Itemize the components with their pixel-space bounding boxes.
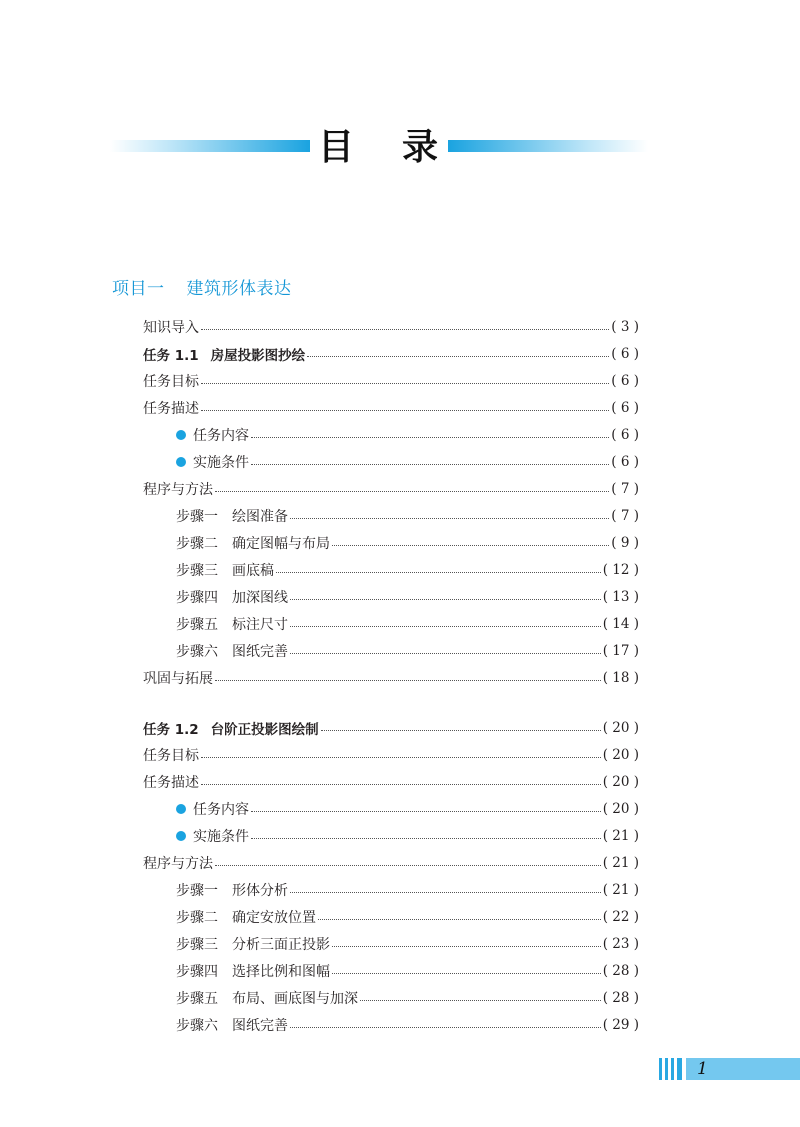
bullet-dot-icon bbox=[176, 831, 186, 841]
toc-entry-label: 任务描述 bbox=[143, 400, 199, 417]
step-number: 步骤二 bbox=[176, 535, 218, 552]
toc-entry-bullet[interactable] bbox=[176, 448, 639, 475]
dot-leader bbox=[215, 865, 601, 866]
tab-stripe bbox=[671, 1058, 674, 1080]
toc-entry-label: 巩固与拓展 bbox=[143, 670, 213, 687]
toc-entry-label: 图纸完善 bbox=[232, 643, 288, 660]
toc-entry-label: 任务内容 bbox=[193, 801, 249, 818]
toc-page-number: ( 13 ) bbox=[602, 588, 639, 605]
dot-leader bbox=[251, 811, 601, 812]
toc-entry-label: 确定图幅与布局 bbox=[232, 535, 330, 552]
dot-leader bbox=[290, 626, 601, 627]
dot-leader bbox=[290, 599, 601, 600]
toc-entry[interactable] bbox=[143, 475, 639, 502]
dot-leader bbox=[251, 464, 609, 465]
toc-page-number: ( 6 ) bbox=[611, 372, 639, 389]
step-number: 步骤二 bbox=[176, 909, 218, 926]
toc-entry-step[interactable] bbox=[176, 984, 639, 1011]
toc-entry-label: 分析三面正投影 bbox=[232, 936, 330, 953]
project-name: 建筑形体表达 bbox=[186, 279, 292, 299]
dot-leader bbox=[201, 329, 609, 330]
bullet-dot-icon bbox=[176, 430, 186, 440]
tab-stripe bbox=[677, 1058, 682, 1080]
task-title: 房屋投影图抄绘 bbox=[210, 347, 306, 364]
toc-page-number: ( 14 ) bbox=[602, 615, 639, 632]
step-number: 步骤三 bbox=[176, 562, 218, 579]
dot-leader bbox=[360, 1000, 601, 1001]
dot-leader bbox=[332, 545, 609, 546]
toc-entry-label: 知识导入 bbox=[143, 319, 199, 336]
step-number: 步骤四 bbox=[176, 963, 218, 980]
toc-entry-step[interactable] bbox=[176, 903, 639, 930]
dot-leader bbox=[290, 518, 609, 519]
page-title-char-2: 录 bbox=[402, 127, 439, 168]
dot-leader bbox=[332, 946, 601, 947]
toc-entry-bullet[interactable] bbox=[176, 795, 639, 822]
toc-entry-step[interactable] bbox=[176, 930, 639, 957]
step-number: 步骤一 bbox=[176, 882, 218, 899]
toc-entry[interactable] bbox=[143, 394, 639, 421]
toc-entry[interactable] bbox=[143, 741, 639, 768]
toc-entry-task[interactable] bbox=[143, 714, 639, 741]
toc-entry-label: 绘图准备 bbox=[232, 508, 288, 525]
project-heading[interactable] bbox=[112, 274, 292, 299]
step-number: 步骤一 bbox=[176, 508, 218, 525]
dot-leader bbox=[321, 730, 601, 731]
toc-entry-label: 任务目标 bbox=[143, 747, 199, 764]
toc-page-number: ( 29 ) bbox=[602, 1016, 639, 1033]
toc-entry-label: 程序与方法 bbox=[143, 481, 213, 498]
toc-entry-step[interactable] bbox=[176, 1011, 639, 1038]
toc-entry-label: 任务目标 bbox=[143, 373, 199, 390]
toc-entry-step[interactable] bbox=[176, 556, 639, 583]
toc-title-banner bbox=[0, 128, 800, 168]
toc-page-number: ( 20 ) bbox=[602, 773, 639, 790]
toc-page-number: ( 20 ) bbox=[602, 719, 639, 736]
dot-leader bbox=[201, 383, 609, 384]
toc-page-number: ( 21 ) bbox=[602, 827, 639, 844]
page-number: 1 bbox=[697, 1059, 708, 1079]
toc-page-number: ( 7 ) bbox=[611, 480, 639, 497]
toc-entry-intro[interactable] bbox=[143, 313, 639, 340]
toc-page-number: ( 20 ) bbox=[602, 746, 639, 763]
toc-page-number: ( 6 ) bbox=[611, 345, 639, 362]
toc-entry-step[interactable] bbox=[176, 876, 639, 903]
toc-page-number: ( 18 ) bbox=[602, 669, 639, 686]
tab-stripe bbox=[659, 1058, 662, 1080]
toc-page-number: ( 12 ) bbox=[602, 561, 639, 578]
toc-entry-label: 图纸完善 bbox=[232, 1017, 288, 1034]
toc-entry-bullet[interactable] bbox=[176, 822, 639, 849]
toc-entry-step[interactable] bbox=[176, 957, 639, 984]
toc-entry-label: 选择比例和图幅 bbox=[232, 963, 330, 980]
toc-page-number: ( 21 ) bbox=[602, 881, 639, 898]
toc-entry-label: 程序与方法 bbox=[143, 855, 213, 872]
dot-leader bbox=[332, 973, 601, 974]
toc-entry[interactable] bbox=[143, 664, 639, 691]
task-number: 任务 1.1 bbox=[143, 347, 199, 364]
dot-leader bbox=[276, 572, 601, 573]
dot-leader bbox=[251, 838, 601, 839]
toc-entry-label: 任务内容 bbox=[193, 427, 249, 444]
toc-entry-bullet[interactable] bbox=[176, 421, 639, 448]
page-number-tab bbox=[0, 1058, 800, 1080]
toc-page-number: ( 20 ) bbox=[602, 800, 639, 817]
dot-leader bbox=[201, 784, 601, 785]
dot-leader bbox=[215, 491, 609, 492]
toc-task-label bbox=[143, 344, 305, 364]
toc-entry-label: 布局、画底图与加深 bbox=[232, 990, 358, 1007]
toc-task-label bbox=[143, 718, 319, 738]
toc-entry-step[interactable] bbox=[176, 502, 639, 529]
toc-page-number: ( 21 ) bbox=[602, 854, 639, 871]
toc-entry[interactable] bbox=[143, 367, 639, 394]
toc-entry-label: 确定安放位置 bbox=[232, 909, 316, 926]
dot-leader bbox=[215, 680, 601, 681]
dot-leader bbox=[201, 410, 609, 411]
toc-entry-label: 加深图线 bbox=[232, 589, 288, 606]
toc-entry-task[interactable] bbox=[143, 340, 639, 367]
toc-entry-label: 画底稿 bbox=[232, 562, 274, 579]
toc-page-number: ( 6 ) bbox=[611, 426, 639, 443]
toc-entry-step[interactable] bbox=[176, 529, 639, 556]
toc-entry-label: 标注尺寸 bbox=[232, 616, 288, 633]
toc-page-number: ( 3 ) bbox=[611, 318, 639, 335]
dot-leader bbox=[318, 919, 601, 920]
bullet-dot-icon bbox=[176, 457, 186, 467]
dot-leader bbox=[290, 653, 601, 654]
toc-entry-step[interactable] bbox=[176, 610, 639, 637]
dot-leader bbox=[307, 356, 609, 357]
title-bar-right-gradient bbox=[448, 140, 648, 152]
dot-leader bbox=[290, 892, 601, 893]
toc-entry-step[interactable] bbox=[176, 637, 639, 664]
step-number: 步骤六 bbox=[176, 1017, 218, 1034]
dot-leader bbox=[251, 437, 609, 438]
toc-entry-label: 实施条件 bbox=[193, 454, 249, 471]
step-number: 步骤五 bbox=[176, 616, 218, 633]
bullet-dot-icon bbox=[176, 804, 186, 814]
step-number: 步骤六 bbox=[176, 643, 218, 660]
toc-page-number: ( 6 ) bbox=[611, 453, 639, 470]
task-number: 任务 1.2 bbox=[143, 721, 199, 738]
toc-page-number: ( 28 ) bbox=[602, 989, 639, 1006]
tab-stripe bbox=[665, 1058, 668, 1080]
toc-entry[interactable] bbox=[143, 849, 639, 876]
dot-leader bbox=[201, 757, 601, 758]
toc-entry-step[interactable] bbox=[176, 583, 639, 610]
toc-page-number: ( 23 ) bbox=[602, 935, 639, 952]
toc-entry-label: 任务描述 bbox=[143, 774, 199, 791]
toc-page-number: ( 9 ) bbox=[611, 534, 639, 551]
toc-page-number: ( 22 ) bbox=[602, 908, 639, 925]
toc-page-number: ( 7 ) bbox=[611, 507, 639, 524]
toc-entry[interactable] bbox=[143, 768, 639, 795]
toc-page-number: ( 17 ) bbox=[602, 642, 639, 659]
project-number: 项目一 bbox=[112, 279, 165, 299]
step-number: 步骤四 bbox=[176, 589, 218, 606]
page-title-char-1: 目 bbox=[318, 127, 355, 168]
step-number: 步骤三 bbox=[176, 936, 218, 953]
toc-entry-label: 实施条件 bbox=[193, 828, 249, 845]
dot-leader bbox=[290, 1027, 601, 1028]
toc-page-number: ( 6 ) bbox=[611, 399, 639, 416]
toc-page-number: ( 28 ) bbox=[602, 962, 639, 979]
toc-entry-label: 形体分析 bbox=[232, 882, 288, 899]
title-bar-left-gradient bbox=[110, 140, 310, 152]
task-title: 台阶正投影图绘制 bbox=[210, 721, 319, 738]
step-number: 步骤五 bbox=[176, 990, 218, 1007]
